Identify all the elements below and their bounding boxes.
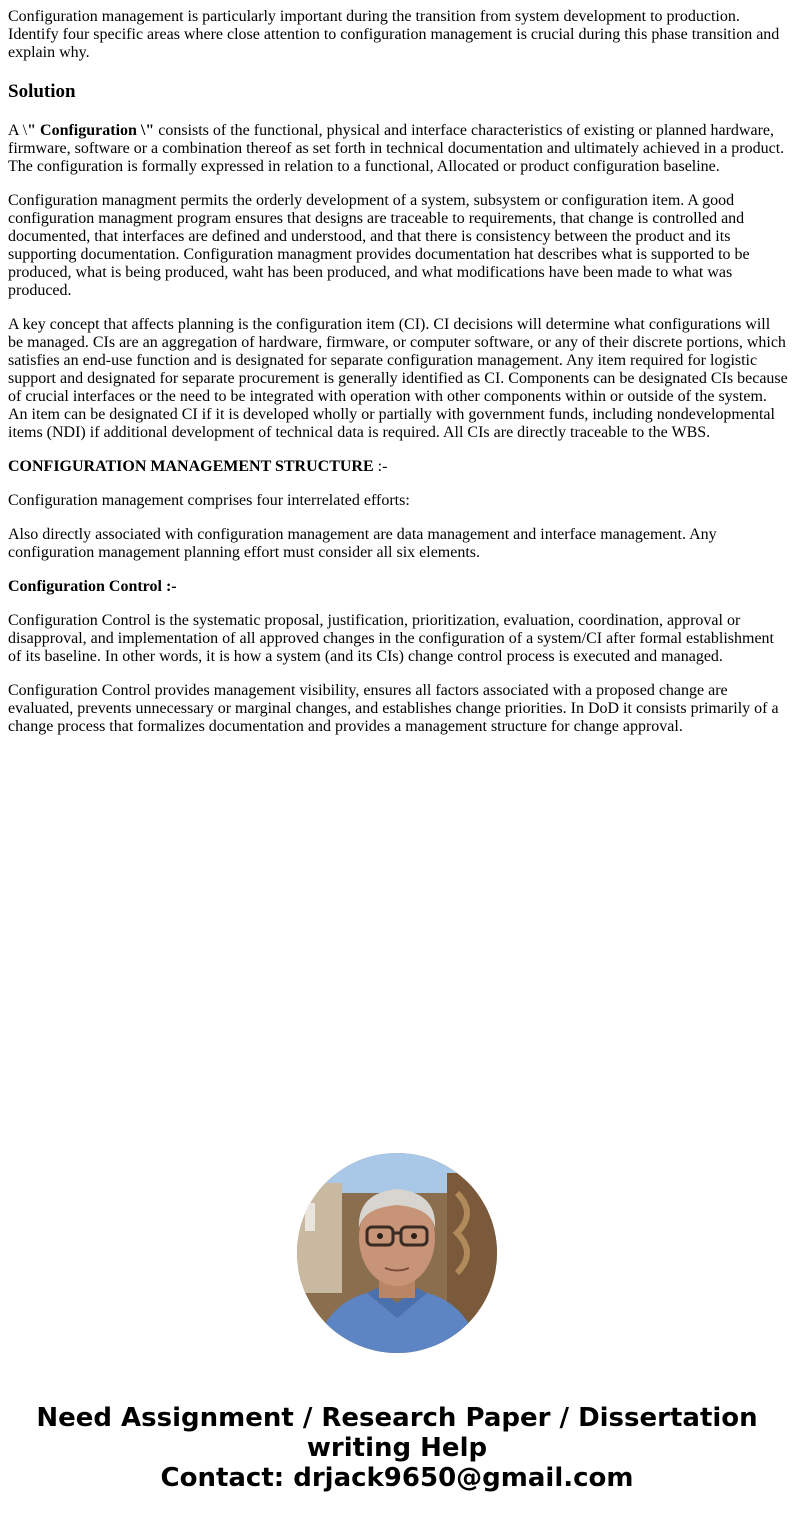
paragraph-control-definition: Configuration Control is the systematic proposal, justification, prioritization, evaluation, coordination, approval or disapproval, and implementation of all approved changes in the configuration of a system/CI after formal establishment of its baseline. In other words, it is how a system (and its CIs) change control process is executed and managed. bbox=[8, 612, 774, 665]
control-heading bbox=[8, 578, 788, 596]
promo-banner bbox=[0, 1403, 794, 1493]
definition-rest: consists of the functional, physical and interface characteristics of existing or planned hardware, firmware, software or a combination thereof as set forth in technical documentation and ultimately achieved in a product. The configuration is formally expressed in relation to a functional, Allocated or product configuration baseline. bbox=[8, 122, 785, 175]
promo-line-2: writing Help bbox=[306, 1433, 488, 1463]
control-heading-bold: Configuration Control :- bbox=[8, 578, 177, 595]
paragraph-data-interface: Also directly associated with configuration management are data management and interface management. Any configuration management planning effort must consider all six elements. bbox=[8, 526, 717, 561]
question-text: Configuration management is particularly important during the transition from system development to production. Identify four specific areas where close attention to configuration management is crucial during this phase transition and explain why. bbox=[8, 8, 780, 61]
document-body bbox=[8, 8, 788, 752]
paragraph-efforts: Configuration management comprises four interrelated efforts: bbox=[8, 492, 410, 509]
paragraph-definition bbox=[8, 122, 788, 176]
structure-heading-suffix: :- bbox=[373, 458, 388, 475]
paragraph-control-purpose: Configuration Control provides management visibility, ensures all factors associated with a proposed change are evaluated, prevents unnecessary or marginal changes, and establishes change priorities. In DoD it consists primarily of a change process that formalizes documentation and provides a management structure for change approval. bbox=[8, 682, 779, 735]
solution-heading: Solution bbox=[8, 81, 76, 102]
paragraph-purpose: Configuration managment permits the orderly development of a system, subsystem or configuration item. A good configuration managment program ensures that designs are traceable to requirements, that change is controlled and documented, that interfaces are defined and understood, and that there is consistency between the product and its supporting documentation. Configuration managment provides documentation hat describes what is supported to be produced, what is being produced, waht has been produced, and what modifications have been made to what was produced. bbox=[8, 192, 750, 299]
definition-term: " Configuration \" bbox=[27, 122, 155, 139]
paragraph-configuration-item: A key concept that affects planning is the configuration item (CI). CI decisions will determine what configurations will be managed. CIs are an aggregation of hardware, firmware, or computer software, or any of their discrete portions, which satisfies an end-use function and is designated for separate configuration management. Any item required for logistic support and designated for separate procurement is generally identified as CI. Components can be designated CIs because of crucial interfaces or the need to be integrated with operation with other components within or outside of the system. An item can be designated CI if it is developed wholly or partially with government funds, including nondevelopmental items (NDI) if additional development of technical data is required. All CIs are directly traceable to the WBS. bbox=[8, 316, 788, 441]
author-portrait-image bbox=[297, 1153, 497, 1353]
promo-line-1: Need Assignment / Research Paper / Dissertation bbox=[36, 1403, 758, 1433]
structure-heading bbox=[8, 458, 788, 476]
author-photo bbox=[297, 1153, 497, 1353]
promo-contact: Contact: drjack9650@gmail.com bbox=[160, 1463, 634, 1493]
structure-heading-bold: CONFIGURATION MANAGEMENT STRUCTURE bbox=[8, 458, 374, 475]
definition-prefix: A \ bbox=[8, 122, 28, 139]
